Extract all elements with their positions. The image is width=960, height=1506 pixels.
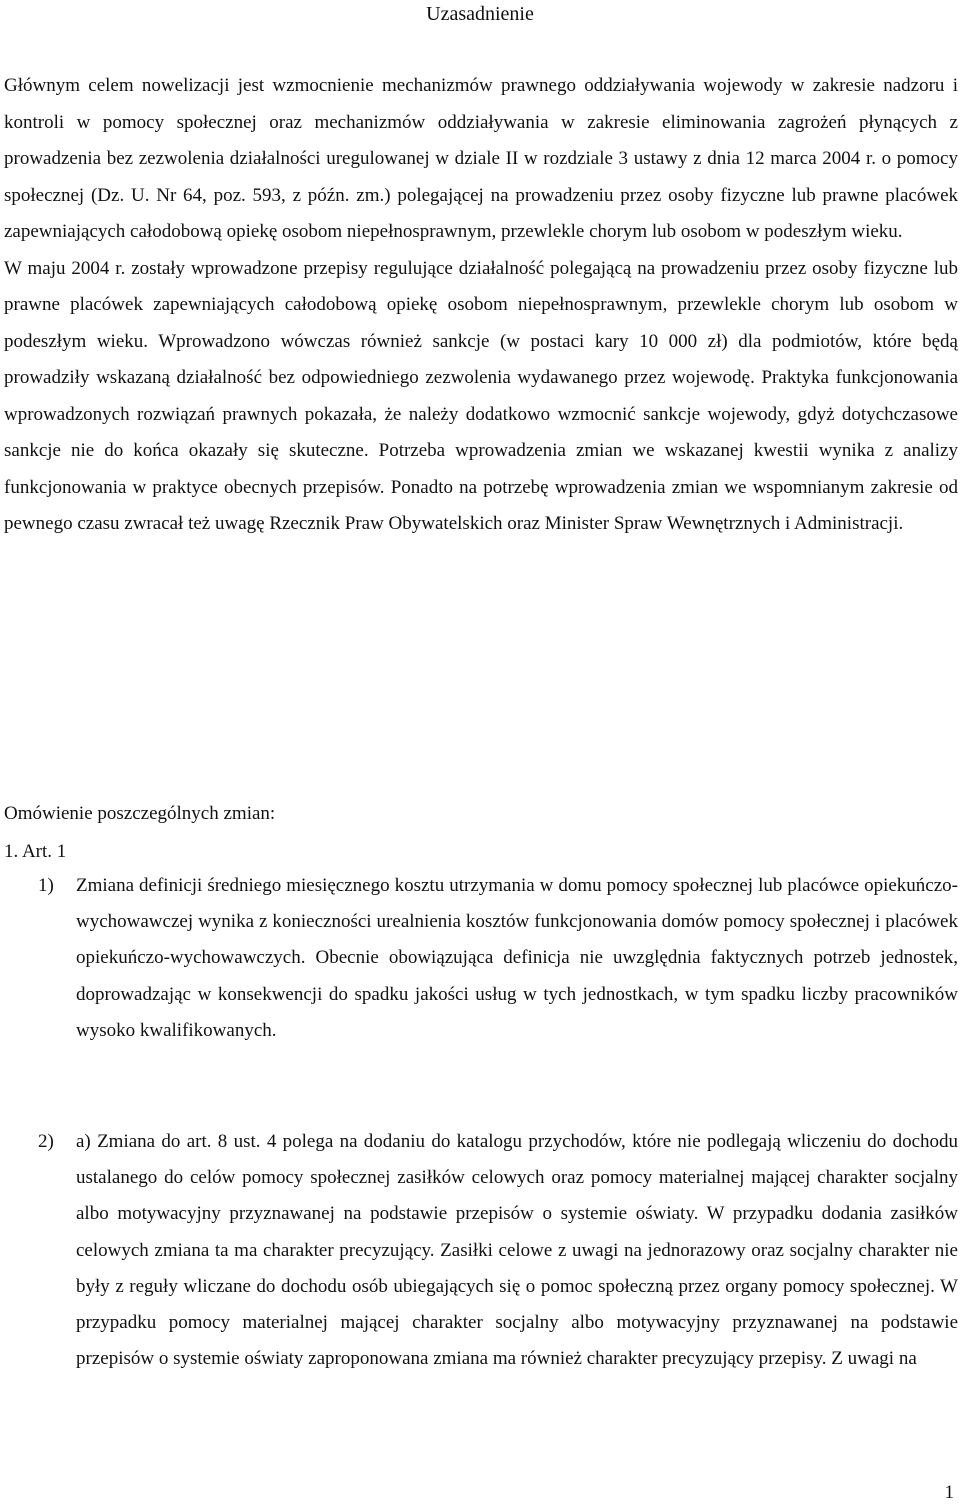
list-item: [38, 868, 958, 1049]
intro-paragraph: Głównym celem nowelizacji jest wzmocnienie mechanizmów prawnego oddziaływania wojewody w zakresie nadzoru i kontroli w pomocy społecznej oraz mechanizmów oddziaływania w zakresie eliminowania zagrożeń płynących z prowadzenia bez zezwolenia działalności uregulowanej w dziale II w rozdziale 3 ustawy z dnia 12 marca 2004 r. o pomocy społecznej (Dz. U. Nr 64, poz. 593, z późn. zm.) polegającej na prowadzeniu przez osoby fizyczne lub prawne placówek zapewniających całodobową opiekę osobom niepełnosprawnym, przewlekle chorym lub osobom w podeszłym wieku.: [4, 75, 958, 242]
list-item: [38, 1124, 958, 1377]
article-label: 1. Art. 1: [4, 841, 67, 862]
document-title: Uzasadnienie: [426, 3, 534, 25]
list-item-text: a) Zmiana do art. 8 ust. 4 polega na dodaniu do katalogu przychodów, które nie podlegają wliczeniu do dochodu ustalanego do celów pomocy społecznej zasiłków celowych oraz pomocy materialnej mającej charakter socjalny albo motywacyjny przyznawanej na podstawie przepisów o systemie oświaty. W przypadku dodania zasiłków celowych zmiana ta ma charakter precyzujący. Zasiłki celowe z uwagi na jednorazowy oraz socjalny charakter nie były z reguły wliczane do dochodu osób ubiegających się o pomoc społeczną przez organy pomocy społecznej. W przypadku pomocy materialnej mającej charakter socjalny albo motywacyjny przyznawanej na podstawie przepisów o systemie oświaty zaproponowana zmiana ma również charakter precyzujący przepisy. Z uwagi na: [76, 1131, 958, 1370]
changes-heading: Omówienie poszczególnych zmian:: [4, 803, 276, 824]
second-paragraph: W maju 2004 r. zostały wprowadzone przepisy regulujące działalność polegającą na prowadzeniu przez osoby fizyczne lub prawne placówek zapewniających całodobową opiekę osobom niepełnosprawnym, przewlekle chorym lub osobom w podeszłym wieku. Wprowadzono wówczas również sankcje (w postaci kary 10 000 zł) dla podmiotów, które będą prowadziły wskazaną działalność bez odpowiedniego zezwolenia wydawanego przez wojewodę. Praktyka funkcjonowania wprowadzonych rozwiązań prawnych pokazała, że należy dodatkowo wzmocnić sankcje wojewody, gdyż dotychczasowe sankcje nie do końca okazały się skuteczne. Potrzeba wprowadzenia zmian we wskazanej kwestii wynika z analizy funkcjonowania w praktyce obecnych przepisów. Ponadto na potrzebę wprowadzenia zmian we wspomnianym zakresie od pewnego czasu zwracał też uwagę Rzecznik Praw Obywatelskich oraz Minister Spraw Wewnętrznych i Administracji.: [4, 257, 958, 534]
list-item-number: 2): [38, 1131, 54, 1152]
intro-section: [4, 68, 958, 543]
list-item-number: 1): [38, 875, 54, 896]
list-item-text: Zmiana definicji średniego miesięcznego kosztu utrzymania w domu pomocy społecznej lub placówce opiekuńczo-wychowawczej wynika z konieczności urealnienia kosztów funkcjonowania domów pomocy społecznej i placówek opiekuńczo-wychowawczych. Obecnie obowiązująca definicja nie uwzględnia faktycznych potrzeb jednostek, doprowadzając w konsekwencji do spadku jakości usług w tych jednostkach, w tym spadku liczby pracowników wysoko kwalifikowanych.: [76, 875, 958, 1041]
page-number: 1: [944, 1482, 954, 1503]
